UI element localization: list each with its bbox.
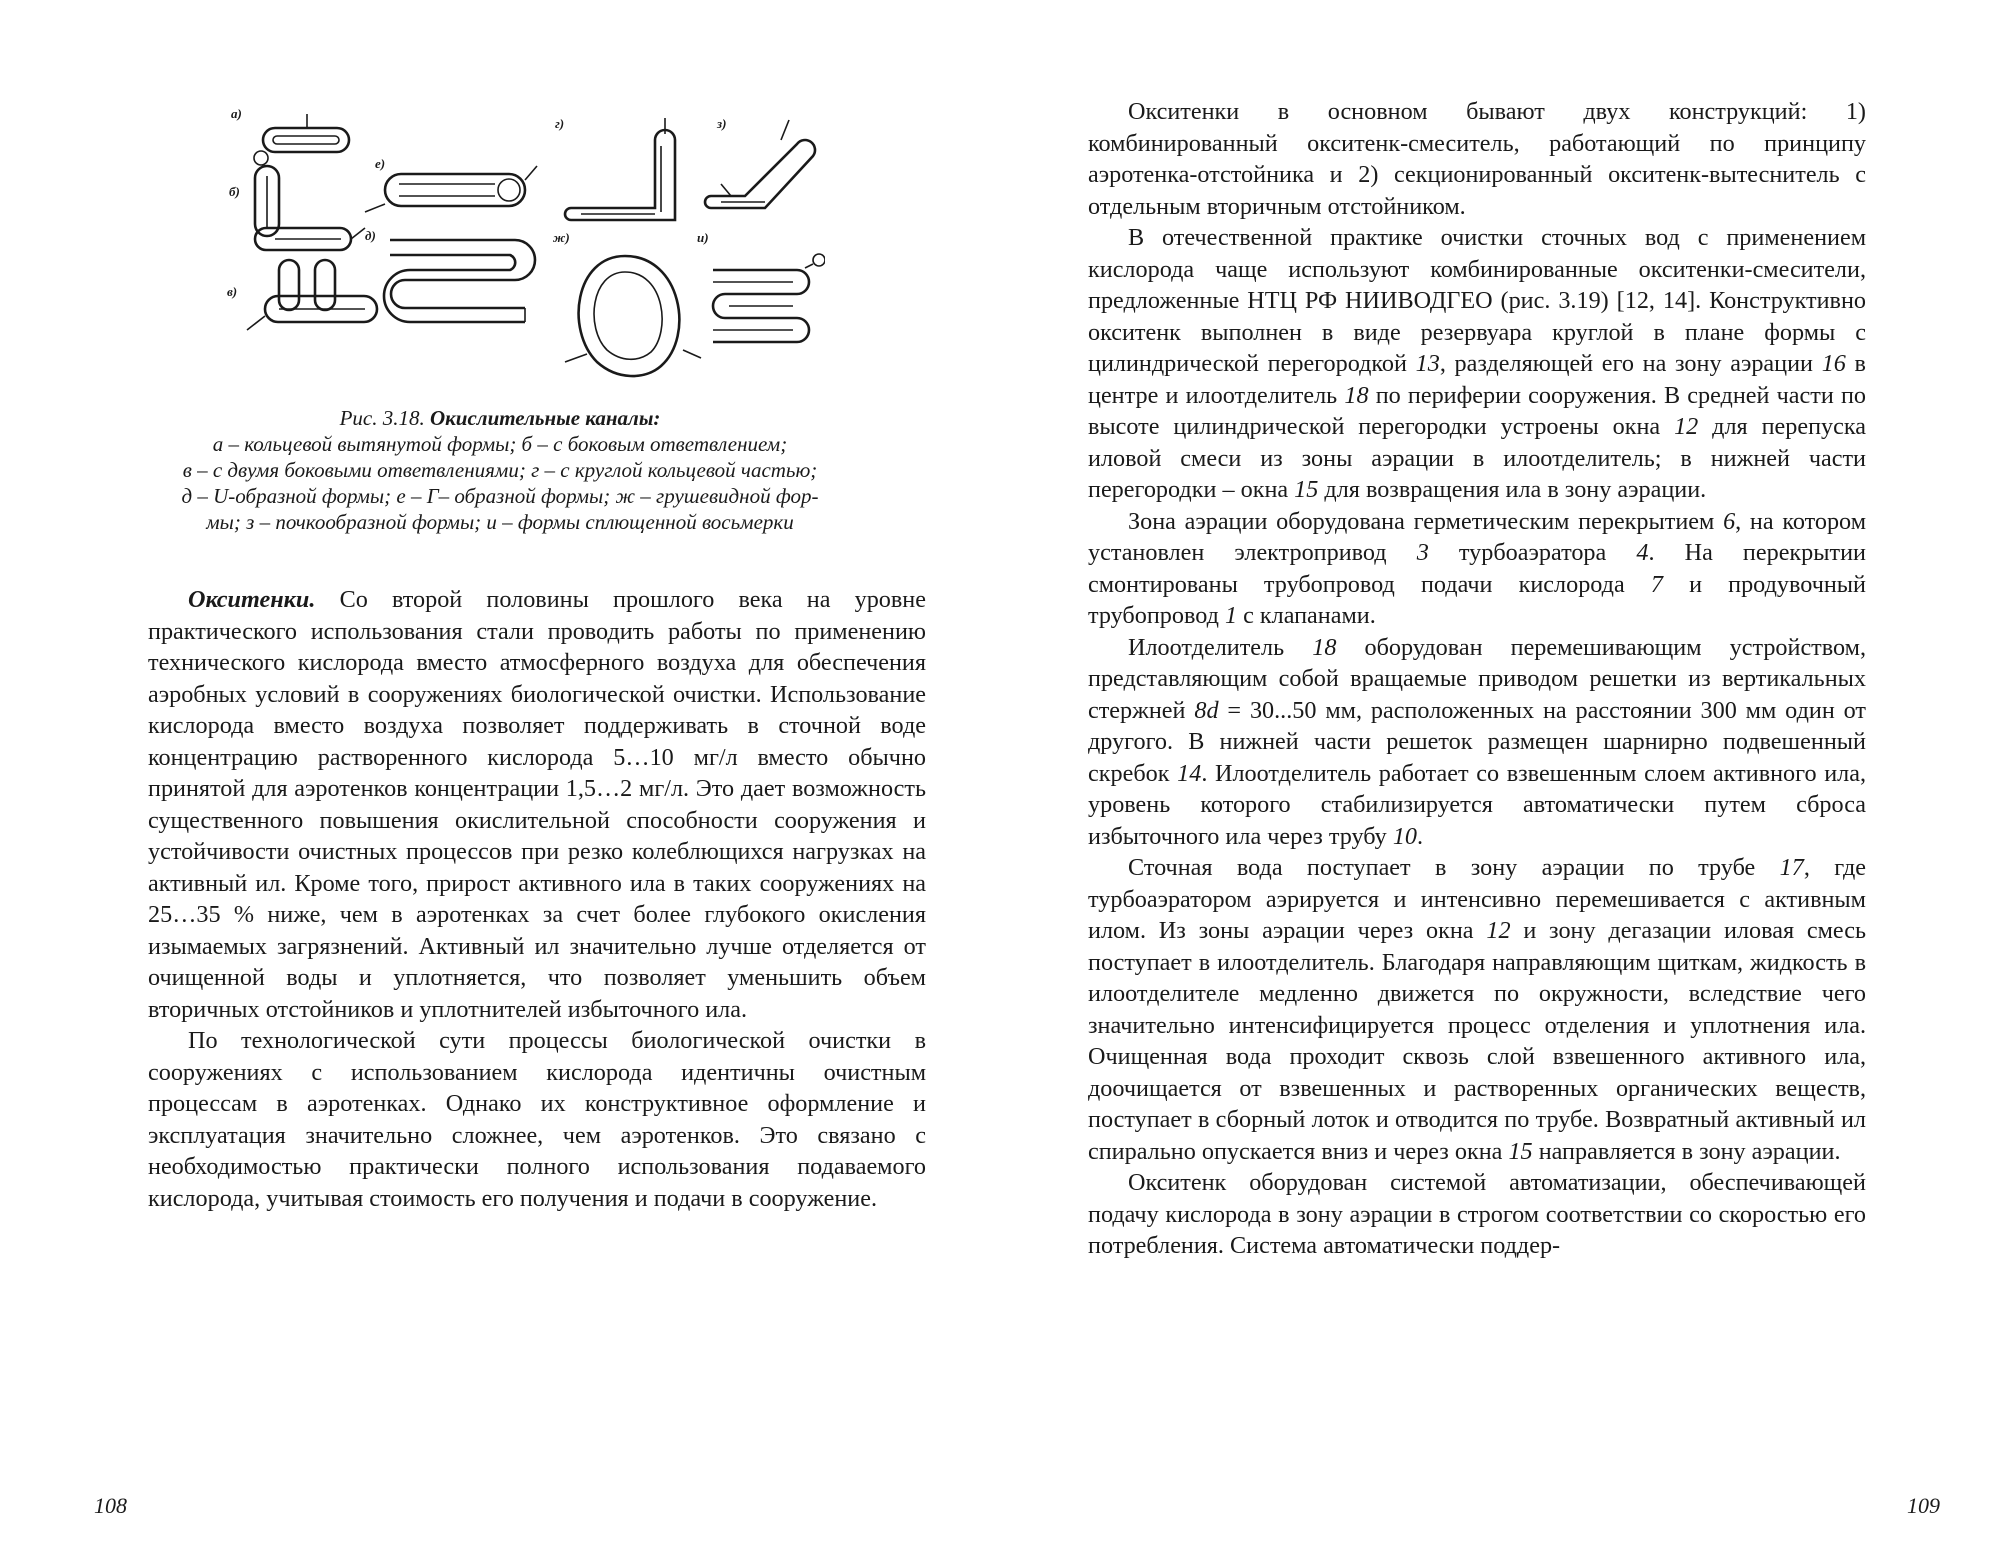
caption-line: д – U-образной формы; е – Г– образной формы; ж – грушевидной фор-	[181, 484, 819, 508]
paragraph-text: оборудован перемешивающим устройством, представляющим собой вращаемые приводом решетки из вертикальных стержней	[1088, 633, 1866, 724]
paragraph-oxitanks	[148, 584, 926, 1025]
page-number-left: 108	[94, 1493, 127, 1518]
channel-zh-pear	[565, 256, 701, 376]
paragraph-text: Окситенк оборудован системой автоматизации, обеспечивающей подачу кислорода в зону аэрации в строгом соответствии со скоростью его потребления. Система автоматически поддер-	[1088, 1169, 1866, 1259]
paragraph-text: и зону дегазации иловая смесь поступает в илоотделитель. Благодаря направляющим щиткам, жидкость в илоотделителе медленно движется по окружности, вследствие чего значительно интенсифицируется процесс отделения и уплотнения ила. Очищенная вода проходит сквозь слой взвешенного активного ила, доочищается от взвешенных и растворенных органических веществ, поступает в сборный лоток и отводится по трубе. Возвратный активный ил спирально опускается вниз и через окна	[1088, 917, 1866, 1165]
reference-number: 3	[1416, 539, 1429, 566]
paragraph-text: Окситенки в основном бывают двух конструкций: 1) комбинированный окситенк-смеситель, работающий по принципу аэротенка-отстойника и 2) секционированный окситенк-вытеснитель с отдельным вторичным отстойником.	[1088, 98, 1866, 220]
paragraph-text: Со второй половины прошлого века на уровне практического использования стали проводить работы по применению технического кислорода вместо атмосферного воздуха для обеспечения аэробных условий в сооружениях биологической очистки. Использование кислорода вместо воздуха позволяет поддерживать в сточной воде концентрацию растворенного кислорода 5…10 мг/л вместо обычно принятой для аэротенков концентрации 1,5…2 мг/л. Это дает возможность существенного повышения окислительной способности сооружения и устойчивости очистных процессов при резко колеблющихся нагрузках на активный ил. Кроме того, прирост активного ила в таких сооружениях на 25…35 % ниже, чем в аэротенках за счет более глубокого окисления изымаемых загрязнений. Активный ил значительно лучше отделяется от очищенной воды и уплотняется, что позволяет уменьшить объем вторичных отстойников и уплотнителей избыточного ила.	[148, 586, 926, 1023]
paragraph-text: По технологической сути процессы биологической очистки в сооружениях с использованием кислорода идентичны очистным процессам в аэротенках. Однако их конструктивное оформление и эксплуатация значительно сложнее, чем аэротенков. Это связано с необходимостью практически полного использования подаваемого кислорода, учитывая стоимость его получения и подачи в сооружение.	[148, 1027, 926, 1212]
paragraph-text: для перепуска иловой смеси из зоны аэрации в илоотделитель; в нижней части перегородки – окна	[1088, 413, 1866, 503]
label-b: б)	[229, 184, 240, 199]
caption-prefix: Рис. 3.18.	[339, 406, 430, 430]
label-e: е)	[375, 156, 386, 171]
channel-e-circular	[365, 166, 537, 212]
paragraph-text: в центре и илоотделитель	[1088, 350, 1866, 409]
caption-title-line	[100, 405, 900, 431]
reference-number: 18	[1312, 633, 1337, 661]
figure-caption	[100, 405, 900, 535]
reference-number: 12	[1486, 917, 1511, 944]
reference-number: 15	[1508, 1137, 1533, 1165]
right-page	[1000, 0, 2000, 1565]
reference-number: 15	[1294, 476, 1319, 503]
lead-term: Окситенки.	[188, 586, 316, 613]
oxidation-channels-diagram	[225, 100, 825, 400]
reference-number: 16	[1821, 350, 1846, 377]
paragraph-text: для возвращения ила в зону аэрации.	[1318, 476, 1707, 503]
label-g: г)	[555, 116, 565, 131]
caption-title: Окислительные каналы:	[429, 406, 661, 430]
left-body-text	[148, 584, 926, 1214]
reference-number: 10	[1392, 822, 1417, 850]
channel-d-u-shaped	[384, 240, 535, 322]
paragraph-text: и продувочный трубопровод	[1088, 570, 1866, 629]
label-z: з)	[717, 116, 727, 131]
caption-line: мы; з – почкообразной формы; и – формы сплющенной восьмерки	[206, 510, 794, 534]
paragraph	[1088, 632, 1866, 853]
caption-line: а – кольцевой вытянутой формы; б – с боковым ответвлением;	[212, 432, 788, 456]
channel-z-kidney	[705, 120, 815, 208]
right-body-text	[1088, 96, 1866, 1262]
paragraph-technology	[148, 1025, 926, 1214]
channel-a-ring	[254, 114, 349, 165]
reference-number: 7	[1650, 570, 1663, 598]
channel-i-figure-eight	[713, 254, 825, 342]
paragraph	[1088, 852, 1866, 1167]
paragraph-text: по периферии сооружения. В средней части по высоте цилиндрической перегородки устроены окна	[1088, 381, 1866, 440]
paragraph-text: , на котором установлен электропривод	[1088, 507, 1866, 566]
paragraph-text: = 30...50 мм, расположенных на расстоянии 300 мм один от другого. В нижней части решеток размещен шарнирно подвешенный скребок	[1088, 696, 1866, 787]
channel-b-side-branch	[255, 166, 365, 250]
paragraph-text: , где турбоаэратором аэрируется и интенсивно перемешивается с активным илом. Из зоны аэрации через окна	[1088, 854, 1866, 944]
paragraph-text: турбоаэратора	[1428, 539, 1637, 566]
paragraph	[1088, 222, 1866, 506]
paragraph	[1088, 96, 1866, 222]
paragraph-text: направляется в зону аэрации.	[1532, 1137, 1841, 1165]
paragraph	[1088, 1167, 1866, 1262]
label-a: а)	[231, 106, 242, 121]
caption-line: в – с двумя боковыми ответвлениями; г – с круглой кольцевой частью;	[182, 458, 818, 482]
reference-number: 4	[1636, 539, 1649, 566]
reference-number: 1	[1224, 602, 1238, 629]
paragraph-text: с клапанами.	[1237, 602, 1376, 629]
reference-number: 8d	[1194, 696, 1219, 724]
page-number-right: 109	[1907, 1493, 1940, 1518]
paragraph-text: . На перекрытии смонтированы трубопровод подачи кислорода	[1088, 539, 1866, 598]
label-zh: ж)	[553, 230, 570, 245]
figure-oxidation-channels	[225, 100, 825, 400]
reference-number: 13	[1415, 350, 1440, 377]
paragraph-text: .	[1417, 822, 1424, 850]
reference-number: 12	[1674, 413, 1699, 440]
paragraph-text: Зона аэрации оборудована герметическим перекрытием	[1128, 507, 1724, 535]
paragraph-text: . Илоотделитель работает со взвешенным слоем активного ила, уровень которого стабилизируется автоматически путем сброса избыточного ила через трубу	[1088, 759, 1867, 850]
label-v: в)	[227, 284, 238, 299]
paragraph-text: Сточная вода поступает в зону аэрации по трубе	[1128, 854, 1780, 881]
reference-number: 14	[1177, 759, 1202, 787]
label-i: и)	[697, 230, 709, 245]
paragraph-text: Илоотделитель	[1128, 633, 1313, 661]
paragraph-text: В отечественной практике очистки сточных вод с применением кислорода чаще используют комбинированные окситенки-смесители, предложенные НТЦ РФ НИИВОДГЕО (рис. 3.19) [12, 14]. Конструктивно окситенк выполнен в виде резервуара круглой в плане формы с цилиндрической перегородкой	[1088, 224, 1866, 377]
channel-g-l-shaped	[565, 118, 675, 220]
paragraph-text: , разделяющей его на зону аэрации	[1439, 350, 1822, 377]
label-d: д)	[365, 228, 376, 243]
reference-number: 6	[1723, 507, 1736, 535]
reference-number: 17	[1779, 854, 1804, 881]
paragraph	[1088, 506, 1866, 632]
channel-v-two-branches	[247, 260, 377, 330]
reference-number: 18	[1344, 381, 1369, 409]
